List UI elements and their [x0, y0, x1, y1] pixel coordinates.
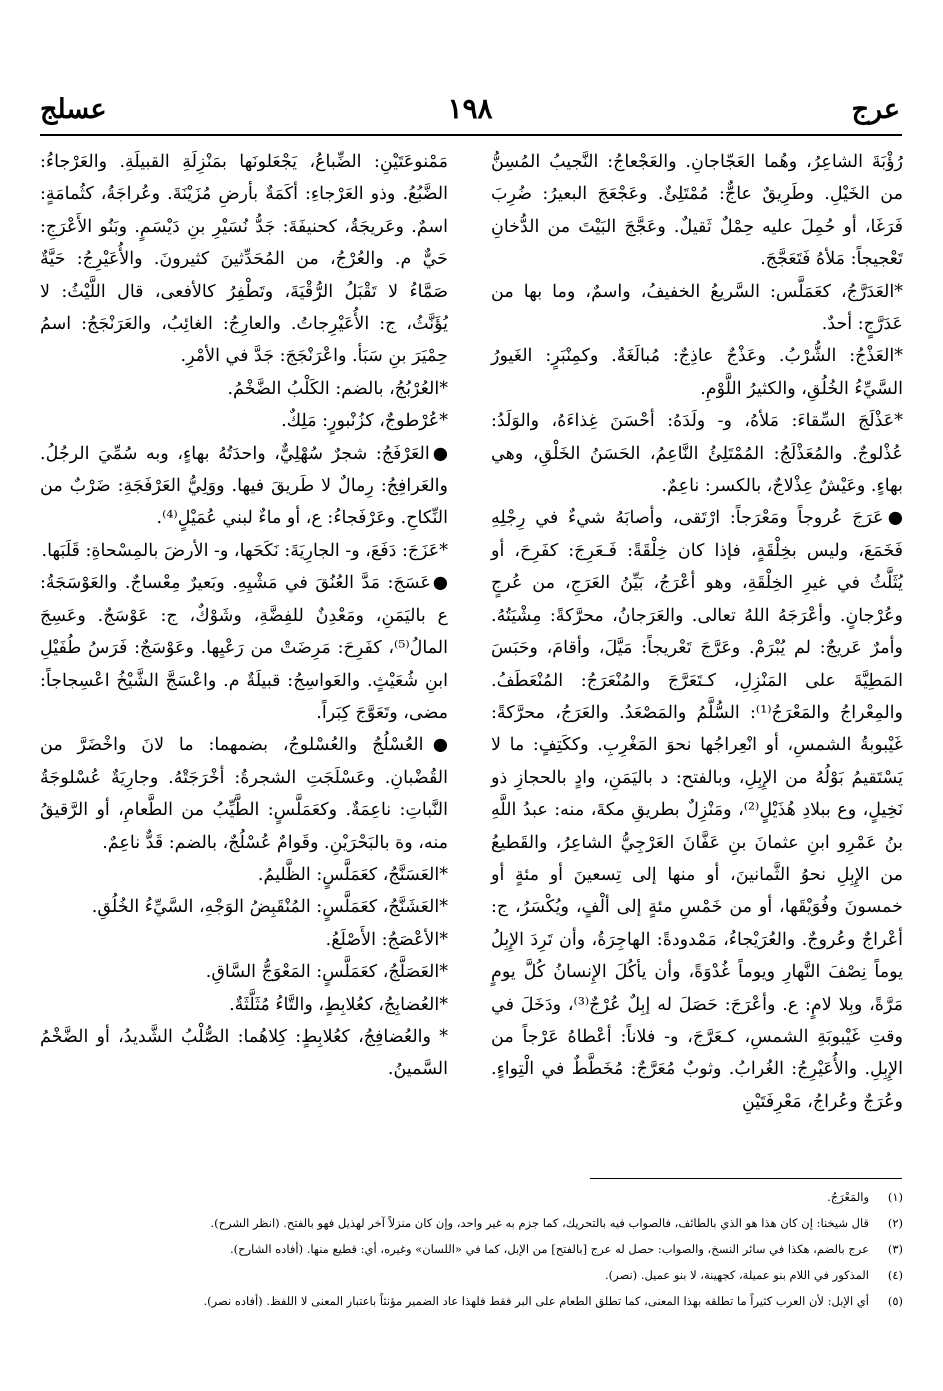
footnote-number: (٣) [887, 1242, 903, 1256]
header-root-word-right: عرج [851, 94, 900, 125]
footnote-text: قال شيخنا: إن كان هذا هو الذي بالطائف، فالصواب فيه بالتحريك، كما جزم به غير واحد، وإن كان منزلاً آخر لهذيل فهو بالفتح. (انظر الشرح). [210, 1216, 869, 1230]
footnote-number: (٥) [887, 1294, 903, 1308]
entry-paragraph: *عُرْطوجٌ، كزُنْبورٍ: مَلِكٌ. [281, 411, 448, 432]
entry-paragraph: *العَذْجُ: الشُّرْبُ. وعَذْجٌ عاذِجٌ: مُبالَغَةٌ. وكمِنْبَرٍ: الغَيورُ السَّيِّءُ الخُلُقِ، والكثيرُ اللَّوْمِ. [491, 346, 903, 399]
left-column [40, 146, 448, 1086]
footnote-text: عرج بالضم، هكذا في سائر النسخ، والصواب: حصل له عرج [بالفتح] من الإبل، كما في «اللسان» وغيره، أي: قطيع منها. (أفاده الشارح). [230, 1242, 869, 1256]
entry-paragraph: ●عَرَجَ عُروجاً ومَعْرَجاً: ارْتَقى، وأصابَهُ شيءٌ في رِجْلِهِ فَخَمَعَ، وليس بخِلْقَةٍ، فإذا كان خِلْقَةً: فَـعَرِجَ: كفَرِحَ، أو يُثَلَّثُ في غيرِ الخِلْقَةِ، وهو أعْرَجُ، بَيِّنُ العَرَجِ، من عُرجٍ وعُرْجانٍ. وأعْرَجَهُ اللهُ تعالى. والعَرَجانُ، محرَّكةً: مِشْيَتُهُ. وأمرٌ عَريجٌ: لم يُبْرَمْ. وعَرَّجَ تَعْريجاً: مَيَّلَ، وأقامَ، وحَبَسَ المَطِيَّةَ على المَنْزِلِ، كـتَعَرَّجَ والمُنْعَرَجُ: المُنْعَطَفُ. والمِعْراجُ والمَعْرَجُ⁽¹⁾: السُّلَّمُ والمَصْعَدُ. والعَرَجُ، محرَّكةً: غَيْبوبةُ الشمسِ، أو انْعِراجُها نحوَ المَغْرِبِ. وككَتِفٍ: ما لا يَسْتَقيمُ بَوْلُهُ من الإِبِلِ، وبالفتح: د باليَمَنِ، وادٍ بالحجازِ ذو نَخِيلٍ، وع ببلادِ هُذَيْلٍ⁽²⁾، ومَنْزِلٌ بطريقِ مكةَ، منه: عبدُ اللَّهِ بنُ عَمْرِو ابنِ عثمانَ بنِ عَفَّانَ العَرْجِيُّ الشاعِرُ، والقَطيعُ من الإِبِلِ نحوُ الثَّمانينَ، أو منها إلى تِسعينَ أو مئةٍ أو خمسونَ وفُوَيْقَها، أو من خَمْسِ مئةٍ إلى ألْفٍ، ويُكْسَرُ، ج: أعْراجٌ وعُروجٌ. والعُرَيْجاءُ، مَمْدودةً: الهاجِرَةُ، وأن تَرِدَ الإِبِلُ يوماً نِصْفَ النَّهارِ ويوماً غُدْوَةً، وأن يأكُلَ الإِنسانُ كُلَّ يومٍ مَرَّةً، وبِلا لامٍ: ع. وأعْرَجَ: حَصَلَ له إبِلٌ عُرْجٌ⁽³⁾، ودَخَلَ في وقتِ غَيْبوبَةِ الشمسِ، كـعَرَّجَ، و- فلاناً: أعْطاهُ عَرْجاً من الإِبِلِ. والأُعَيْرِجُ: الغُرابُ. وثوبٌ مُعَرَّجٌ: مُخَطَّطٌ في الْتِواءٍ. وعُرَجٌ وعُراجُ، مَعْرِفَتَيْنِ [491, 508, 903, 1112]
footnote [41, 1184, 903, 1210]
entry-paragraph: *عَذْلَجَ السِّقاءَ: مَلأهُ، و- ولَدَهُ: أحْسَنَ غِذاءَهُ، والوَلَدُ: عُذْلوجٌ. والمُعَذْلَجُ: المُمْتَلِئُ النَّاعِمُ، الحَسَنُ الخَلْقِ، وهي بهاءٍ. وعَيْشٌ عِذْلاجٌ، بالكسر: ناعِمٌ. [491, 411, 903, 497]
page-header [40, 88, 900, 134]
footnote-text: المذكور في اللام بنو عميلة، كجهينة، لا بنو عميل. (نصر). [605, 1268, 869, 1282]
footnote [41, 1262, 903, 1288]
footnote [41, 1210, 903, 1236]
entry-paragraph: *الأعْصَجُ: الأَصْلَعُ. [325, 929, 448, 950]
entry-paragraph: ●العَرْفَجُ: شجرٌ سُهْلِيٌّ، واحدَتُهُ بهاءٍ، وبه سُمِّيَ الرجُلُ. والعَرافِجُ: رِمالٌ لا طَريقَ فيها. ووَلِيُّ العَرْفَجَةِ: ضَرْبٌ من النِّكاحِ. وعَرْفَجاءُ: ع، أو ماءٌ لبني عُمَيْلٍ⁽⁴⁾. [40, 443, 448, 529]
header-rule [40, 134, 902, 136]
entry-paragraph: * والعُضافِجُ، كعُلابِطٍ: كِلاهُما: الصُّلْبُ الشَّديدُ، أو الضَّخْمُ السَّمينُ. [40, 1026, 448, 1080]
footnote-rule [590, 1178, 902, 1179]
footnotes [41, 1184, 903, 1314]
header-root-word-left: عسلج [40, 94, 107, 125]
entry-paragraph: *العَصَلَّجُ، كعَمَلَّسٍ: المَعْوَجُّ السَّاقِ. [205, 962, 448, 983]
entry-paragraph: *عَزَجَ: دَفَعَ، و- الجارِيَةَ: نَكَحَها، و- الأرضَ بالمِسْحاةِ: قَلَبَها. [41, 540, 448, 561]
footnote-number: (١) [887, 1190, 903, 1204]
footnote [41, 1236, 903, 1262]
page-number: ١٩٨ [447, 92, 493, 125]
entry-paragraph: *العُضابِجُ، كعُلابِطٍ، والتَّاءُ مُثَلَّثَةٌ. [229, 994, 448, 1015]
entry-paragraph: *العَدَرَّجُ، كعَمَلَّس: السَّريعُ الخفيفُ، واسمٌ، وما بها من عَدَرَّجٍ: أحدٌ. [491, 281, 903, 335]
right-column [491, 146, 903, 1118]
footnote-number: (٢) [887, 1216, 903, 1230]
entry-paragraph: ●عَسَجَ: مَدَّ العُنُقَ في مَشْيِهِ. وبَعيرٌ مِعْساجٌ. والعَوْسَجَةُ: ع باليَمَنِ، ومَعْدِنٌ للفِضَّةِ، وشَوْكٌ، ج: عَوْسَجٌ. وعَسِجَ المالُ⁽⁵⁾، كفَرِحَ: مَرِضَتْ من رَعْيِها. وعَوْسَجٌ: فَرَسُ طُفَيْلِ ابنِ شُعَيْثٍ. والعَواسِجُ: قبيلَةٌ م. واعْسَجَّ الشَّيْخُ اعْسِجاجاً: مضى، وتَعَوَّجَ كِبَراً. [40, 573, 448, 723]
entry-paragraph: رُؤْبَةَ الشاعِرُ، وهُما العَجّاجانِ. والعَجْعاجُ: النَّجيبُ المُسِنُّ من الخَيْلِ. وطَرِيقٌ عاجٌّ: مُمْتَلِئٌ. وعَجْعَجَ البعيرُ: ضُرِبَ فَرَغَا، أو حُمِلَ عليه حِمْلٌ ثَقيلٌ. وعَجَّجَ البَيْتَ من الدُّخانِ تَعْجيجاً: مَلأهُ فَتَعَجَّجَ. [491, 152, 903, 270]
footnote-text: والمَعْرَجُ. [827, 1190, 869, 1204]
entry-paragraph: *العُرْبُجُ، بالضم: الكَلْبُ الضَّخْمُ. [227, 378, 448, 399]
entry-paragraph: مَمْنوعَتَيْنِ: الضِّباعُ، يَجْعَلونَها بمَنْزِلَةِ القبيلَةِ. والعَرْجاءُ: الضَّبُعُ. وذو العَرْجاءِ: أكَمَةٌ بأرضِ مُزَيْنَةَ. وعُراجَةُ، كثُمامَةٍ: اسمٌ. وعَريجَةُ، كحنيفَةَ: جَدُّ نُسَيْرِ بنِ دَيْسَمٍ. وبَنُو الأَعْرَجِ: حَيٌّ م. والعُرْجُ، من المُحَدِّثينَ كثيرونَ. والأُعَيْرِجُ: حَيَّةٌ صَمَّاءُ لا تَقْبَلُ الرُّقْيَةَ، وتَطْفِرُ كالأفعى، قال اللَّيْثُ: لا يُؤَنَّثُ، ج: الأُعَيْرِجاتُ. والعارِجُ: الغائِبُ، والعَرَنْجَجُ: اسمُ حِمْيَرَ بنِ سَبَأ. واعْرَنْجَجَ: جَدَّ في الأمْرِ. [40, 152, 448, 367]
entry-paragraph: *العَسَنَّجُ، كعَمَلَّسٍ: الظَّليمُ. [257, 864, 448, 885]
entry-paragraph: ●العُسْلُجُ والعُسْلوجُ، بضمهما: ما لانَ واخْضَرَّ من القُضْبانِ. وعَسْلَجَتِ الشجرةُ: أخْرَجَتْهُ. وجارِيَةٌ عُسْلوجَةُ النَّباتِ: ناعِمَةٌ. وكعَمَلَّسٍ: الطَّيِّبُ من الطَّعامِ، أو الرَّقيقُ منه، وة بالبَحْرَيْنِ. وقَوامٌ عُسْلُجٌ، بالضم: قَدٌّ ناعِمٌ. [40, 735, 448, 853]
footnote-number: (٤) [887, 1268, 903, 1282]
footnote-text: أي الإبل: لأن العرب كثيراً ما تطلقه بهذا المعنى، كما تطلق الطعام على البر فقط فلهذا عاد الضمير مؤنثاً باعتبار المعنى لا اللفظ. (أفاده نصر). [203, 1294, 869, 1308]
footnote [41, 1288, 903, 1314]
entry-paragraph: *العَشَنَّجُ، كعَمَلَّسٍ: المُنْقَبِضُ الوَجْهِ، السَّيِّءُ الخُلُقِ. [91, 897, 448, 918]
